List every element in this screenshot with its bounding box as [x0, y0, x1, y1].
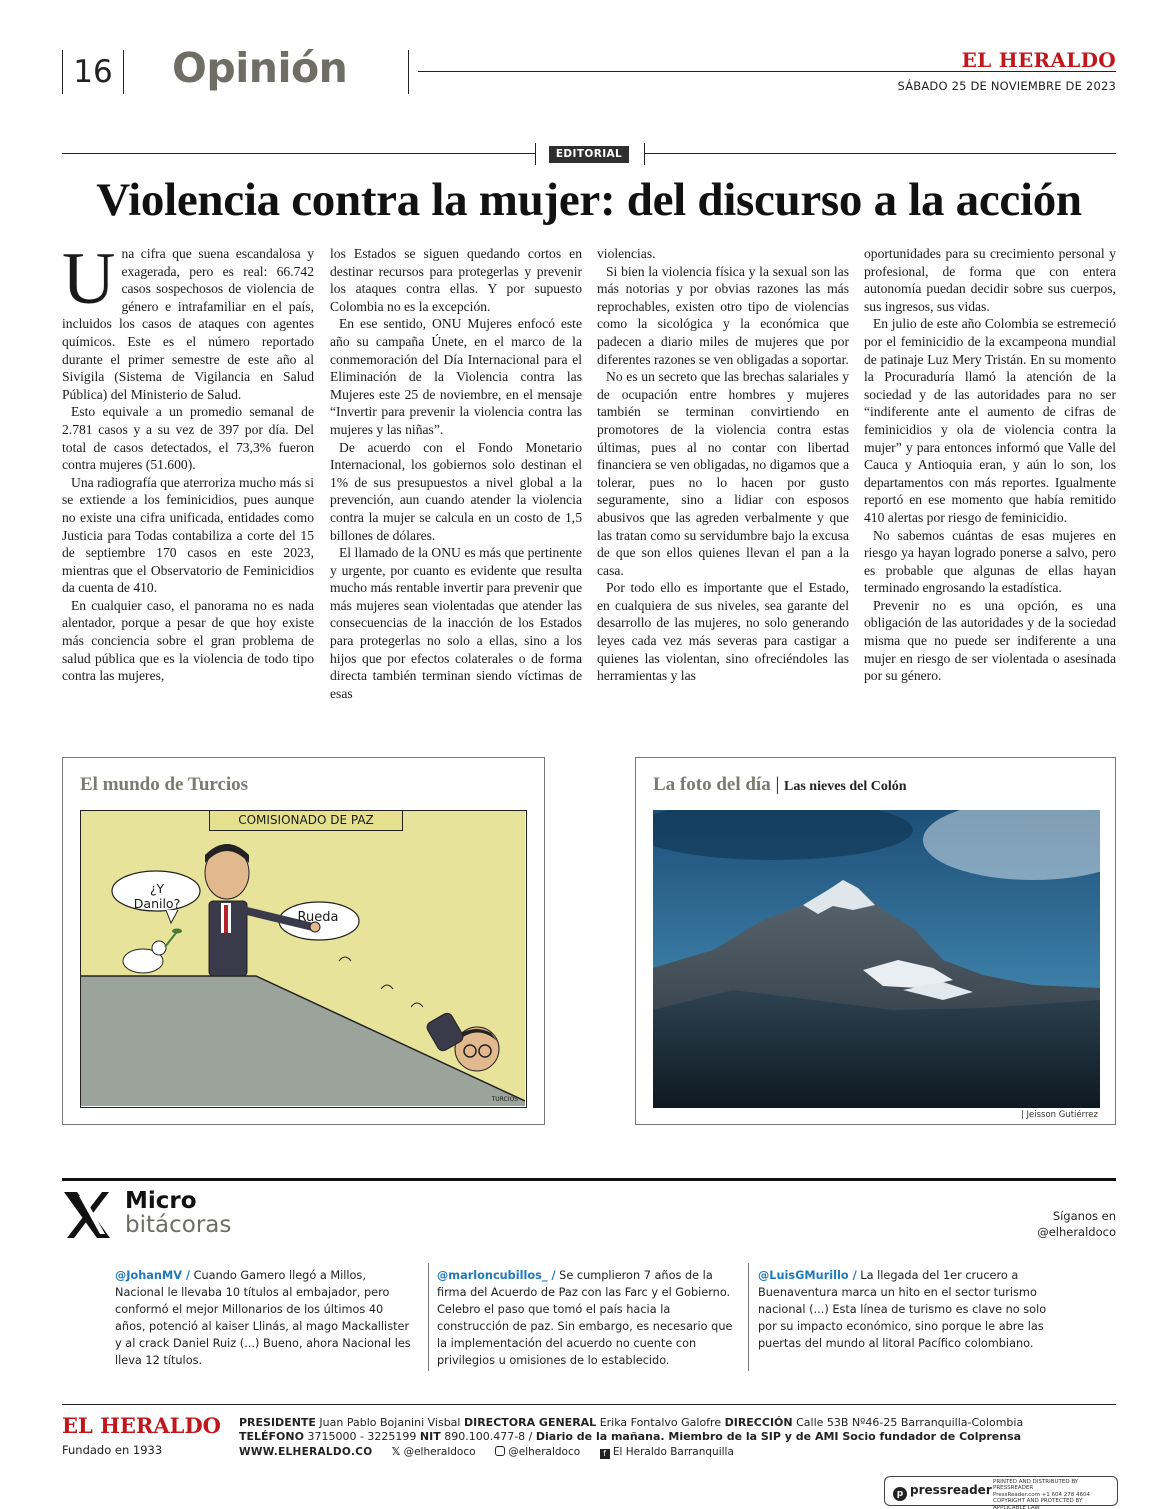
pressreader-badge[interactable]	[884, 1476, 1118, 1509]
cartoonist-signature: TURCIOS	[491, 1096, 518, 1103]
facebook-link[interactable]: f El Heraldo Barranquilla	[600, 1446, 734, 1458]
footer-masthead[interactable]: EL HERALDO	[62, 1413, 221, 1438]
instagram-icon	[495, 1446, 505, 1456]
photo-of-the-day[interactable]	[653, 810, 1100, 1108]
article-paragraph: los Estados se siguen quedando cortos en destinar recursos para protegerlas y prevenir los ataques contra ellas. Y por supuesto Colombia no es la excepción.	[330, 246, 582, 314]
tweet-1: @JohanMV / Cuando Gamero llegó a Millos, Nacional le llevaba 10 títulos al embajador, pero conformó el mejor Millonarios de los últimos 40 años, potenció al kaiser Llinás, al mago Mackallister y al crack Daniel Ruiz (...) Bueno, ahora Nacional les lleva 12 títulos.	[115, 1269, 411, 1367]
website-link[interactable]: WWW.ELHERALDO.CO	[239, 1446, 373, 1458]
drop-cap: U	[62, 238, 116, 320]
micro-section-rule	[62, 1178, 1116, 1181]
article-paragraph: Por todo ello es importante que el Estado, en cualquiera de sus niveles, sea garante del desarrollo de las mujeres, no solo generando leyes cada vez más severas para castigar a quienes las violentan, sino ofreciéndoles las herramientas y las	[597, 580, 849, 684]
facebook-icon: f	[600, 1449, 610, 1459]
cartoon-panel-title: COMISIONADO DE PAZ	[209, 811, 403, 831]
article-paragraph: No es un secreto que las brechas salariales y de ocupación entre hombres y mujeres también se terminan convirtiendo en promotores de la violencia contra estas últimas, pues al no contar con libertad financiera se ven obligadas, no digamos que a tolerar, pues no lo hacen por gusto seguramente, sino a lidiar con esposos abusivos que las agreden verbalmente y que las tratan como su servidumbre bajo la excusa de que son ellos quienes llevan el pan a la casa.	[597, 369, 849, 578]
speech-bubble-question: ¿Y Danilo?	[133, 881, 181, 911]
tweet-divider	[748, 1263, 749, 1371]
footer-rule	[62, 1404, 1116, 1405]
photo-box	[635, 757, 1116, 1125]
article-paragraph: Esto equivale a un promedio semanal de 2.781 casos y a su vez de 397 por día. Del total de casos detectados, el 73,3% fueron contra mujeres (51.600).	[62, 404, 314, 473]
header-divider	[408, 50, 409, 94]
editorial-rule-left	[62, 153, 535, 154]
x-logo-icon	[62, 1190, 112, 1240]
tweet-handle[interactable]: @JohanMV /	[115, 1269, 191, 1282]
instagram-link[interactable]: @elheraldoco	[495, 1446, 580, 1458]
article-paragraph: De acuerdo con el Fondo Monetario Internacional, los gobiernos solo destinan el 1% de sus presupuestos a nivel global a la prevención, aun cuando atender la violencia contra la mujer se calcula en un costo de 1,5 billones de dólares.	[330, 439, 582, 543]
article-paragraph: No sabemos cuántas de esas mujeres en riesgo ya hayan logrado ponerse a salvo, pero es probable que algunas de ellas hayan terminado engrosando la estadística.	[864, 527, 1116, 596]
cartoon-box	[62, 757, 545, 1125]
speech-bubble-answer: Rueda	[297, 910, 339, 925]
article-paragraph: Una cifra que suena escandalosa y exagerada, pero es real: 66.742 casos sospechosos de violencia de género e intrafamiliar en el país, incluidos los casos de ataques con agentes químicos. Este es el número reportado durante el primer semestre de este año al Sivigila (Sistema de Vigilancia en Salud Pública) del Ministerio de Salud.	[62, 238, 314, 402]
editorial-cartoon[interactable]	[80, 810, 527, 1108]
article-paragraph: En julio de este año Colombia se estremeció por el feminicidio de la excampeona mundial de patinaje Luz Mery Tristán. En su momento la Procuraduría llamó la atención de la sociedad y de las autoridades para no ser “indiferente ante el aumento de cifras de feminicidios y ola de violencia contra la mujer” y para entonces informó que Valle del Cauca y Antioquia eran, y aún lo son, los departamentos con más reportes. Igualmente reportó en ese momento que había remitido 410 alertas por riesgo de feminicidio.	[864, 316, 1116, 525]
follow-handle-link[interactable]: @elheraldoco	[1037, 1225, 1116, 1239]
photo-credit: | Jeisson Gutiérrez	[1020, 1110, 1098, 1120]
tweet-3: @LuisGMurillo / La llegada del 1er crucero a Buenaventura marca un hito en el sector turismo nacional (...) Esta línea de turismo es clave no solo por su impacto económico, sino porque le abre las puertas del mundo al litoral Pacífico colombiano.	[758, 1269, 1047, 1350]
article-column-1	[62, 238, 314, 685]
pressreader-icon: p	[893, 1487, 907, 1501]
article-column-3	[597, 245, 849, 685]
photo-box-title: La foto del día | Las nieves del Colón	[653, 774, 907, 795]
article-paragraph: En cualquier caso, el panorama no es nada alentador, porque a pesar de que hoy existe más conciencia sobre el gran problema de salud pública que es la violencia de todo tipo contra las mujeres,	[62, 597, 314, 684]
tweet-divider	[428, 1263, 429, 1371]
micro-subtitle: bitácoras	[125, 1212, 232, 1238]
issue-date: SÁBADO 25 DE NOVIEMBRE DE 2023	[897, 79, 1116, 93]
footer-social-links	[239, 1446, 750, 1459]
photo-box-subtitle: Las nieves del Colón	[784, 779, 907, 794]
cartoon-box-title: El mundo de Turcios	[80, 774, 249, 795]
pressreader-notice: PRINTED AND DISTRIBUTED BY PRESSREADER PressReader.com +1 604 278 4604 COPYRIGHT AND PROTECTED BY APPLICABLE LAW	[993, 1479, 1091, 1509]
article-column-4	[864, 245, 1116, 685]
founded-year: Fundado en 1933	[62, 1443, 163, 1457]
x-icon: 𝕏	[391, 1446, 401, 1458]
masthead-logo[interactable]: EL HERALDO	[961, 48, 1116, 72]
article-paragraph: oportunidades para su crecimiento personal y profesional, de forma que con entera autonomía puedan decidir sobre sus cuerpos, sus ingresos, sus vidas.	[864, 246, 1116, 314]
article-paragraph: Una radiografía que aterroriza mucho más si se extiende a los feminicidios, pues aunque no existe una cifra unificada, entidades como Justicia para Todas contabiliza a corte del 15 de septiembre 170 casos en este 2023, mientras que el Observatorio de Feminicidios da cuenta de 410.	[62, 474, 314, 596]
article-paragraph: violencias.	[597, 246, 656, 261]
pressreader-logo: p pressreader	[893, 1483, 992, 1501]
tweet-2: @marloncubillos_ / Se cumplieron 7 años de la firma del Acuerdo de Paz con las Farc y el Gobierno. Celebro el paso que tomó el país hacia la construcción de paz. Sin embargo, es necesario que la implementación del acuerdo no cuente con privilegios u omisiones de lo establecido.	[437, 1269, 733, 1367]
article-paragraph: Si bien la violencia física y la sexual son las más notorias y por obvias razones las más reprochables, existen otro tipo de violencias como la sicológica y la económica que padecen a diario miles de mujeres que por diferentes razones se ven obligadas a soportar.	[597, 263, 849, 367]
tweet-handle[interactable]: @marloncubillos_ /	[437, 1269, 556, 1282]
mountain-photo	[653, 810, 1100, 1108]
section-title: Opinión	[172, 44, 348, 92]
tweet-handle[interactable]: @LuisGMurillo /	[758, 1269, 857, 1282]
article-column-2	[330, 245, 582, 702]
micro-title: Micro	[125, 1188, 197, 1214]
x-link[interactable]: 𝕏 @elheraldoco	[391, 1446, 476, 1458]
editorial-rule-right	[645, 153, 1116, 154]
editorial-tag: EDITORIAL	[549, 146, 629, 163]
editorial-headline: Violencia contra la mujer: del discurso a la acción	[96, 174, 1082, 226]
footer-credits: PRESIDENTE Juan Pablo Bojanini Visbal DIRECTORA GENERAL Erika Fontalvo Galofre DIRECCIÓN Calle 53B Nº46-25 Barranquilla-Colombia TELÉFONO 3715000 - 3225199 NIT 890.100.477-8 / Diario de la mañana. Miembro de la SIP y de AMI Socio fundador de Colprensa	[239, 1416, 1024, 1443]
article-paragraph: En ese sentido, ONU Mujeres enfocó este año su campaña Únete, en el marco de la conmemoración del Día Internacional para el Eliminación de la Violencia contra las Mujeres este 25 de noviembre, en el mensaje “Invertir para prevenir la violencia contra las mujeres y las niñas”.	[330, 316, 582, 437]
cartoon-illustration	[81, 811, 525, 1106]
page-number: 16	[62, 50, 124, 94]
follow-us: Síganos en @elheraldoco	[1037, 1209, 1116, 1239]
article-paragraph: Prevenir no es una opción, es una obligación de las autoridades y de la sociedad misma que no puede ser indiferente a una mujer en riesgo de ser violentada o asesinada por su género.	[864, 597, 1116, 684]
article-paragraph: El llamado de la ONU es más que pertinente y urgente, por cuanto es evidente que resulta mucho más rentable invertir para prevenir que más mujeres sean violentadas que atender las consecuencias de la inacción de los Estados para protegerlas no solo a ellas, sino a los hijos que por efectos colaterales o de forma directa también terminan siendo víctimas de esas	[330, 545, 582, 701]
